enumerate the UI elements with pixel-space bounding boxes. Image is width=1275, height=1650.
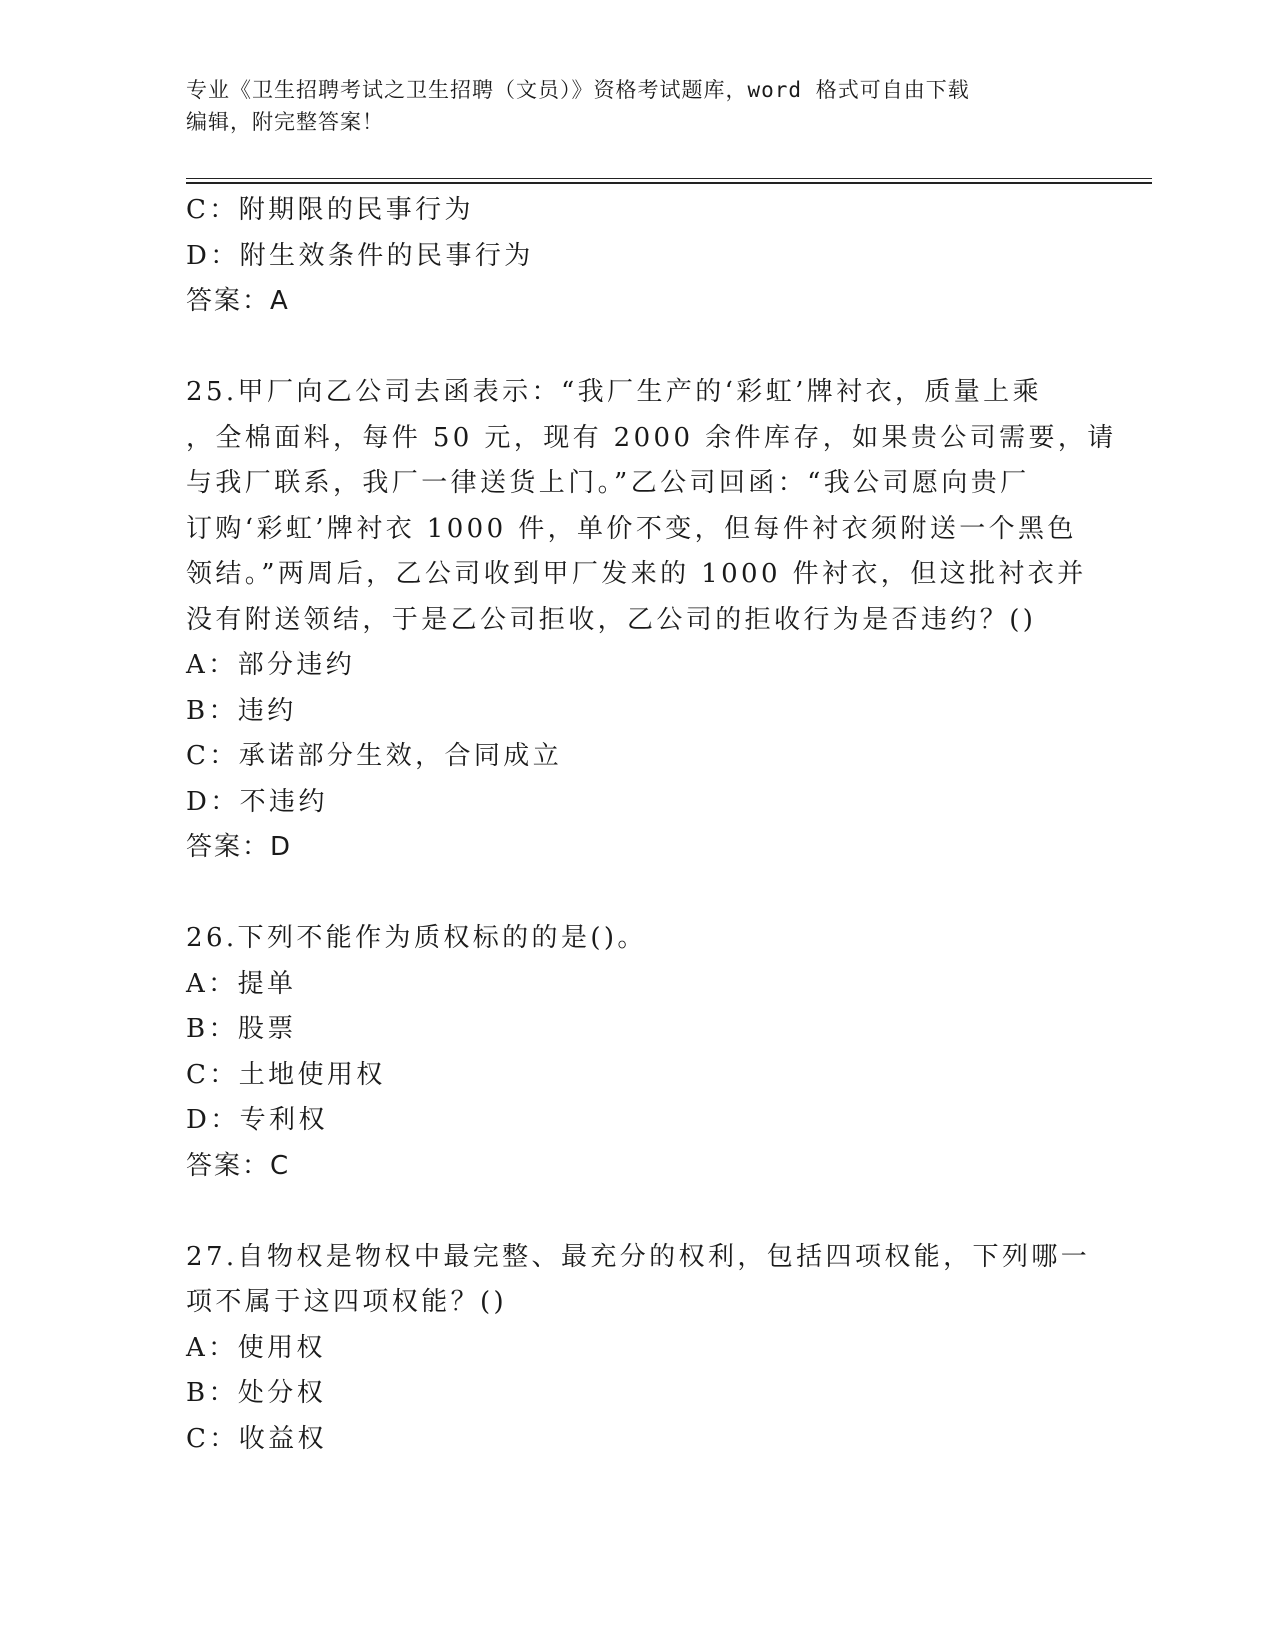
option-d: D：附生效条件的民事行为 [186, 240, 534, 271]
option-b: B：违约 [186, 695, 297, 726]
header-line-2: 编辑，附完整答案！ [186, 110, 384, 134]
question-text-line: 项不属于这四项权能？() [186, 1287, 508, 1317]
answer-label: 答案：D [186, 832, 293, 862]
option-a: A：部分违约 [186, 650, 356, 680]
question-text-line: 27.自物权是物权中最完整、最充分的权利，包括四项权能，下列哪一 [186, 1241, 1091, 1272]
header-divider-thin [186, 178, 1152, 179]
spacer [186, 871, 1086, 917]
option-c: C：收益权 [186, 1423, 327, 1454]
option-d: D：专利权 [186, 1105, 328, 1135]
option-d: D：不违约 [186, 786, 328, 817]
option-a: A：提单 [186, 968, 297, 999]
document-header [186, 74, 1086, 138]
question-text-line: 26.下列不能作为质权标的的是()。 [186, 923, 647, 953]
document-body [186, 188, 1117, 1462]
option-c: C：土地使用权 [186, 1059, 386, 1090]
question-25 [186, 370, 1117, 871]
question-text-line: ，全棉面料，每件 50 元，现有 2000 余件库存，如果贵公司需要，请 [186, 422, 1117, 453]
question-text-line: 25.甲厂向乙公司去函表示：“我厂生产的‘彩虹’牌衬衣，质量上乘 [186, 377, 1042, 407]
spacer [186, 325, 1086, 371]
question-text-line: 与我厂联系，我厂一律送货上门。”乙公司回函：“我公司愿向贵厂 [186, 468, 1030, 498]
question-text-line: 领结。”两周后，乙公司收到甲厂发来的 1000 件衬衣，但这批衬衣并 [186, 559, 1087, 589]
option-a: A：使用权 [186, 1332, 326, 1363]
header-divider-thick [186, 182, 1152, 184]
answer-label: 答案：A [186, 286, 290, 316]
option-b: B：处分权 [186, 1378, 327, 1408]
option-b: B：股票 [186, 1014, 297, 1044]
question-text-line: 订购‘彩虹’牌衬衣 1000 件，单价不变，但每件衬衣须附送一个黑色 [186, 513, 1077, 544]
header-line-1: 专业《卫生招聘考试之卫生招聘（文员）》资格考试题库，word 格式可自由下载 [186, 78, 970, 102]
question-27 [186, 1235, 1091, 1463]
spacer [186, 1189, 1086, 1235]
question-text-line: 没有附送领结，于是乙公司拒收，乙公司的拒收行为是否违约？() [186, 604, 1037, 635]
question-26 [186, 916, 1086, 1189]
option-c: C：附期限的民事行为 [186, 195, 474, 225]
option-c: C：承诺部分生效，合同成立 [186, 741, 563, 771]
answer-label: 答案：C [186, 1150, 291, 1181]
question-24-tail [186, 188, 1086, 325]
